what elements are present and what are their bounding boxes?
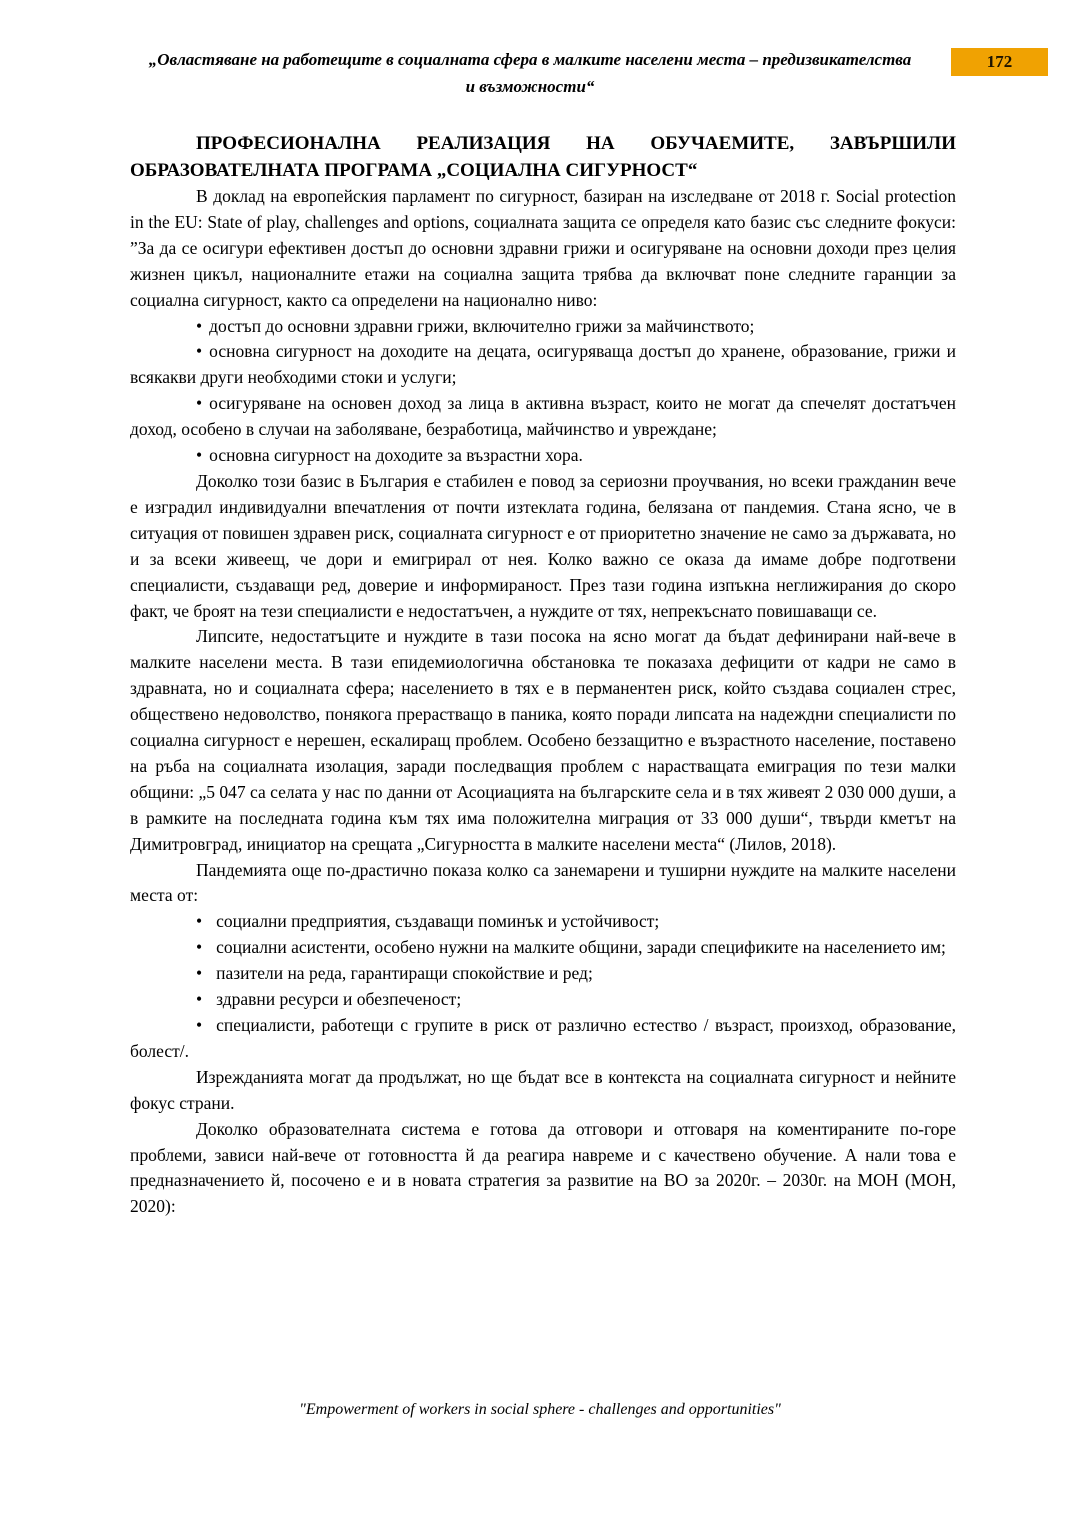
running-header-line1: „Овластяване на работещите в социалната сфера в малките населени места – предизвикателства	[148, 50, 912, 69]
bullet-icon: •	[196, 911, 203, 932]
bullet-icon: •	[196, 937, 203, 958]
page-number-badge: 172	[951, 48, 1048, 76]
bullet-icon: •	[196, 445, 203, 466]
list-item	[130, 443, 956, 469]
footer-caption: "Empowerment of workers in social sphere - challenges and opportunities"	[299, 1401, 781, 1418]
bullet-icon: •	[196, 1015, 203, 1035]
list-item-text: осигуряване на основен доход за лица в активна възраст, които не могат да спечелят достатъчен доход, особено в случаи на заболяване, безработица, майчинство и увреждане;	[130, 393, 956, 440]
list-item-text: здравни ресурси и обезпеченост;	[216, 989, 462, 1010]
bullet-icon: •	[196, 341, 203, 362]
list-item	[130, 987, 956, 1013]
list-item	[130, 339, 956, 391]
running-header-line2: и възможности“	[465, 77, 595, 96]
list-item	[130, 961, 956, 987]
list-item-text: пазители на реда, гарантиращи спокойствие и ред;	[216, 963, 593, 984]
list-item	[130, 909, 956, 935]
list-item-text: социални предприятия, създаващи поминък и устойчивост;	[216, 911, 660, 932]
list-item-text: специалисти, работещи с групите в риск от различно естество / възраст, произход, образование, болест/.	[130, 1015, 956, 1061]
list-item	[130, 935, 956, 961]
bullet-icon: •	[196, 393, 203, 414]
list-item	[130, 391, 956, 443]
article-body	[130, 130, 956, 1220]
bullet-icon: •	[196, 989, 203, 1010]
list-item	[130, 314, 956, 340]
paragraph-shortages: Липсите, недостатъците и нуждите в тази посока на ясно могат да бъдат дефинирани най-вече в малките населени места. В тази епидемиологична обстановка те показаха дефицити от кадри не само в здравната, но и социалната сфера; населението в тях е в перманентен риск, който създава социален стрес, обществено недоволство, понякога прерастващо в паника, която поради липсата на надеждни специалисти по социална сигурност е нерешен, ескалиращ проблем. Особено беззащитно е възрастното население, поставено на ръба на социалната изолация, заради последващия проблем с нарастващата емиграция по тези малки общини: „5 047 са селата у нас по данни от Асоциацията на българските села и в тях живеят 2 030 000 души, а в рамките на последната година към тях има положителна миграция от 33 000 души“, твърди кметът на Димитровград, инициатор на срещата „Сигурността в малките населени места“ (Лилов, 2018).	[130, 626, 956, 854]
list-item-text: достъп до основни здравни грижи, включително грижи за майчинството;	[209, 315, 755, 336]
paragraph-intro: В доклад на европейския парламент по сигурност, базиран на изследване от 2018 г. Social protection in the EU: State of play, challenges and options, социалната защита се определя като базис със следните фокуси: ”За да се осигури ефективен достъп до основни здравни грижи и осигуряване на основни доходи през целия жизнен цикъл, националните етажи на социална защита трябва да включват поне следните гаранции за социална сигурност, както са определени на национално ниво:	[130, 186, 956, 310]
paragraph-education: Доколко образователната система е готова да отговори и отговаря на коментираните по-горе проблеми, зависи най-вече от готовността й да реагира навреме и с качествено обучение. А нали това е предназначението й, посочено е и в новата стратегия за развитие на ВО за 2020г. – 2030г. на МОН (МОН, 2020):	[130, 1118, 956, 1217]
article-title: ПРОФЕСИОНАЛНА РЕАЛИЗАЦИЯ НА ОБУЧАЕМИТЕ, ЗАВЪРШИЛИ ОБРАЗОВАТЕЛНАТА ПРОГРАМА „СОЦИАЛНА СИГУРНОСТ“	[130, 133, 956, 181]
running-header	[130, 46, 930, 100]
list-item-text: социални асистенти, особено нужни на малките общини, заради спецификите на населението им;	[216, 937, 946, 958]
bullet-icon: •	[196, 315, 203, 336]
paragraph-pandemic: Пандемията още по-драстично показа колко са занемарени и туширни нуждите на малките населени места от:	[130, 859, 956, 906]
bullet-icon: •	[196, 963, 203, 984]
paragraph-enumeration: Изрежданията могат да продължат, но ще бъдат все в контекста на социалната сигурност и нейните фокус страни.	[130, 1066, 956, 1113]
list-item	[130, 1013, 956, 1065]
list-item-text: основна сигурност на доходите за възрастни хора.	[209, 445, 583, 466]
paragraph-basis: Доколко този базис в България е стабилен е повод за сериозни проучвания, но всеки гражданин вече е изградил индивидуални впечатления от почти изтеклата година, белязана от пандемия. Стана ясно, че в ситуация от повишен здравен риск, социалната сигурност е от приоритетно значение не само за държавата, но и за всеки живеещ, че дори и емигрирал от нея. Колко важно се оказа да имаме добре подготвени специалисти, създаващи ред, доверие и информираност. През тази година изпъкна неглижирания до скоро факт, че броят на тези специалисти е недостатъчен, а нуждите от тях, непрекъснато повишаващи се.	[130, 470, 956, 621]
list-item-text: основна сигурност на доходите на децата, осигуряваща достъп до хранене, образование, грижи и всякакви други необходими стоки и услуги;	[130, 341, 956, 388]
